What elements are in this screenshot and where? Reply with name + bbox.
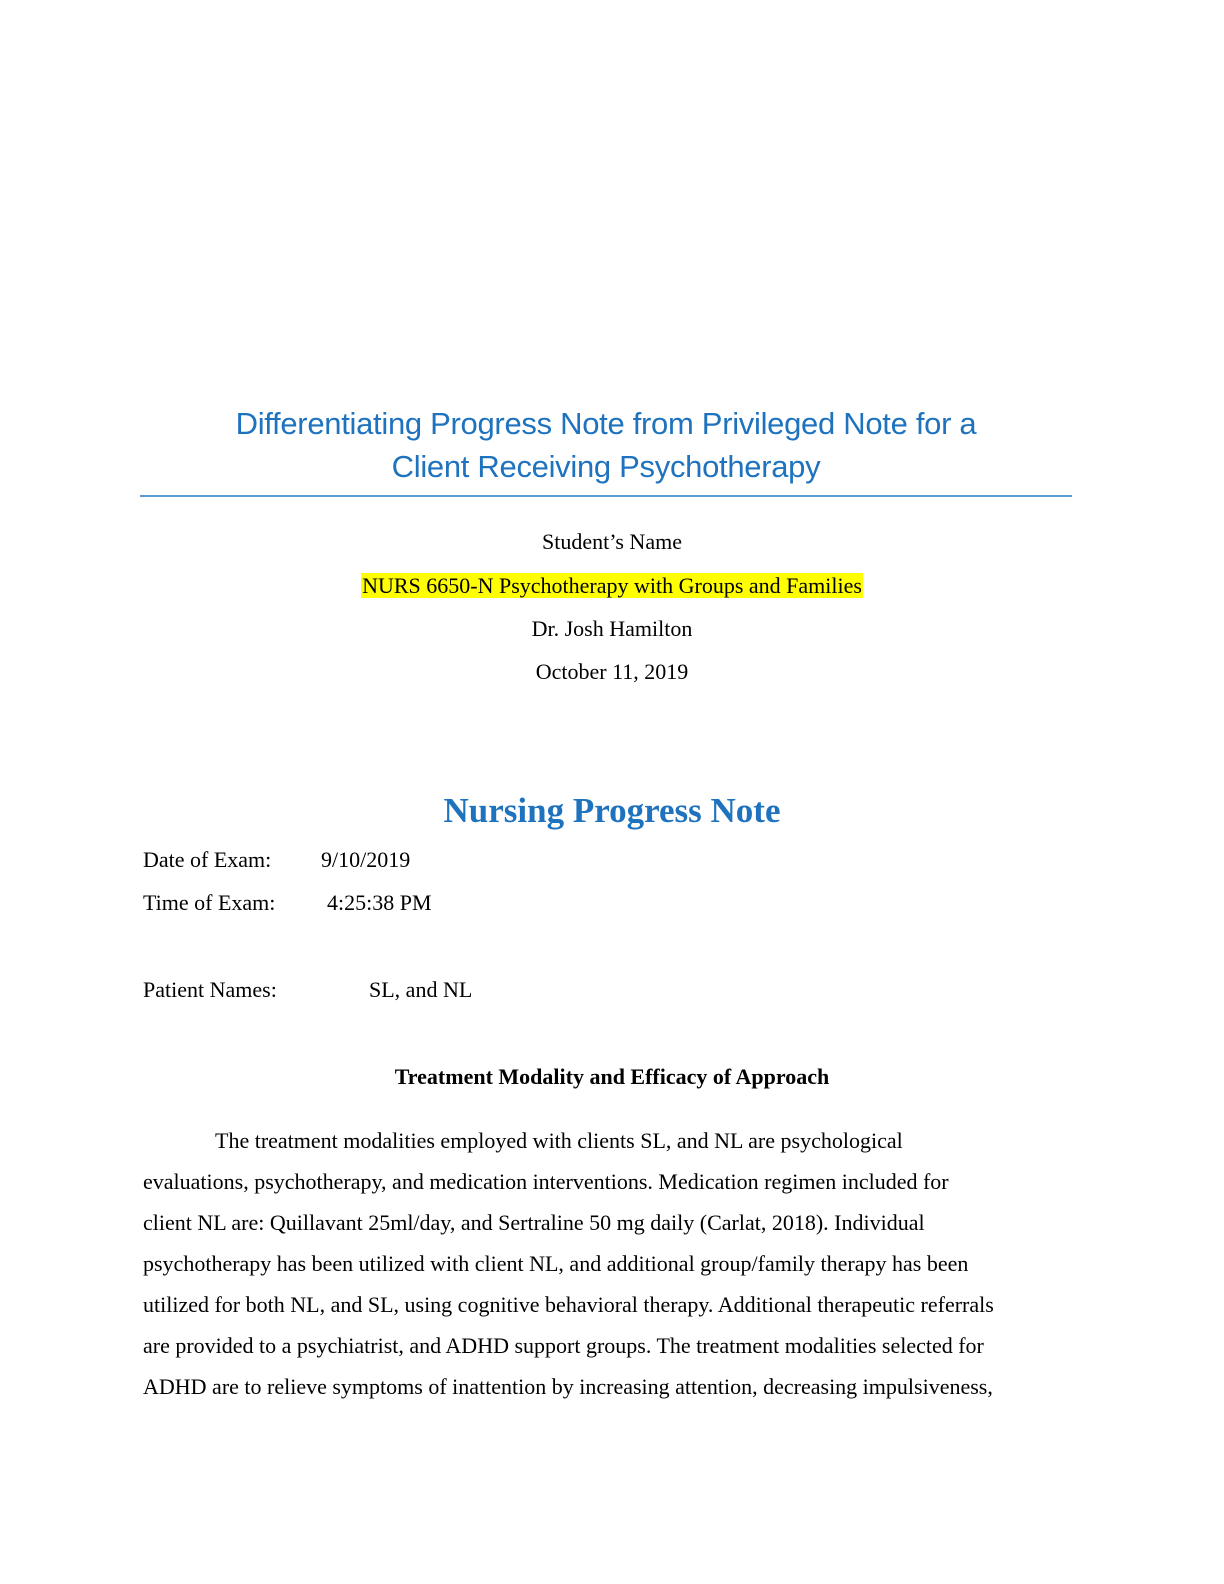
course-line	[0, 572, 1224, 600]
course-name-highlighted: NURS 6650-N Psychotherapy with Groups and Families	[362, 573, 862, 598]
treatment-modality-heading: Treatment Modality and Efficacy of Approach	[394, 1064, 830, 1089]
date-of-exam-label: Date of Exam:	[143, 847, 272, 872]
time-of-exam-label: Time of Exam:	[143, 890, 276, 915]
paragraph-line: client NL are: Quillavant 25ml/day, and Sertraline 50 mg daily (Carlat, 2018). Individual	[143, 1210, 925, 1235]
patient-names-value: SL, and NL	[369, 977, 473, 1002]
patient-names-row	[143, 976, 473, 1004]
document-title-line-2: Client Receiving Psychotherapy	[391, 449, 821, 484]
patient-names-label: Patient Names:	[143, 977, 277, 1002]
date-of-exam-value: 9/10/2019	[321, 847, 411, 872]
paragraph-line: psychotherapy has been utilized with client NL, and additional group/family therapy has been	[143, 1251, 969, 1276]
date-of-exam-row	[143, 846, 411, 874]
paragraph-line: The treatment modalities employed with clients SL, and NL are psychological	[215, 1128, 903, 1153]
time-of-exam-row	[143, 889, 432, 917]
document-date: October 11, 2019	[535, 659, 689, 684]
instructor-name: Dr. Josh Hamilton	[531, 616, 693, 641]
paragraph-line: ADHD are to relieve symptoms of inattention by increasing attention, decreasing impulsiveness,	[143, 1374, 993, 1399]
title-divider	[140, 495, 1072, 497]
paragraph-line: are provided to a psychiatrist, and ADHD support groups. The treatment modalities selected for	[143, 1333, 984, 1358]
paragraph-line: utilized for both NL, and SL, using cognitive behavioral therapy. Additional therapeutic referrals	[143, 1292, 994, 1317]
time-of-exam-value: 4:25:38 PM	[327, 890, 432, 915]
student-name: Student’s Name	[542, 529, 682, 554]
document-title	[140, 402, 1072, 488]
document-title-line-1: Differentiating Progress Note from Privileged Note for a	[235, 406, 977, 441]
treatment-paragraph	[143, 1120, 1083, 1407]
paragraph-line: evaluations, psychotherapy, and medication interventions. Medication regimen included for	[143, 1169, 949, 1194]
progress-note-heading: Nursing Progress Note	[443, 791, 781, 830]
